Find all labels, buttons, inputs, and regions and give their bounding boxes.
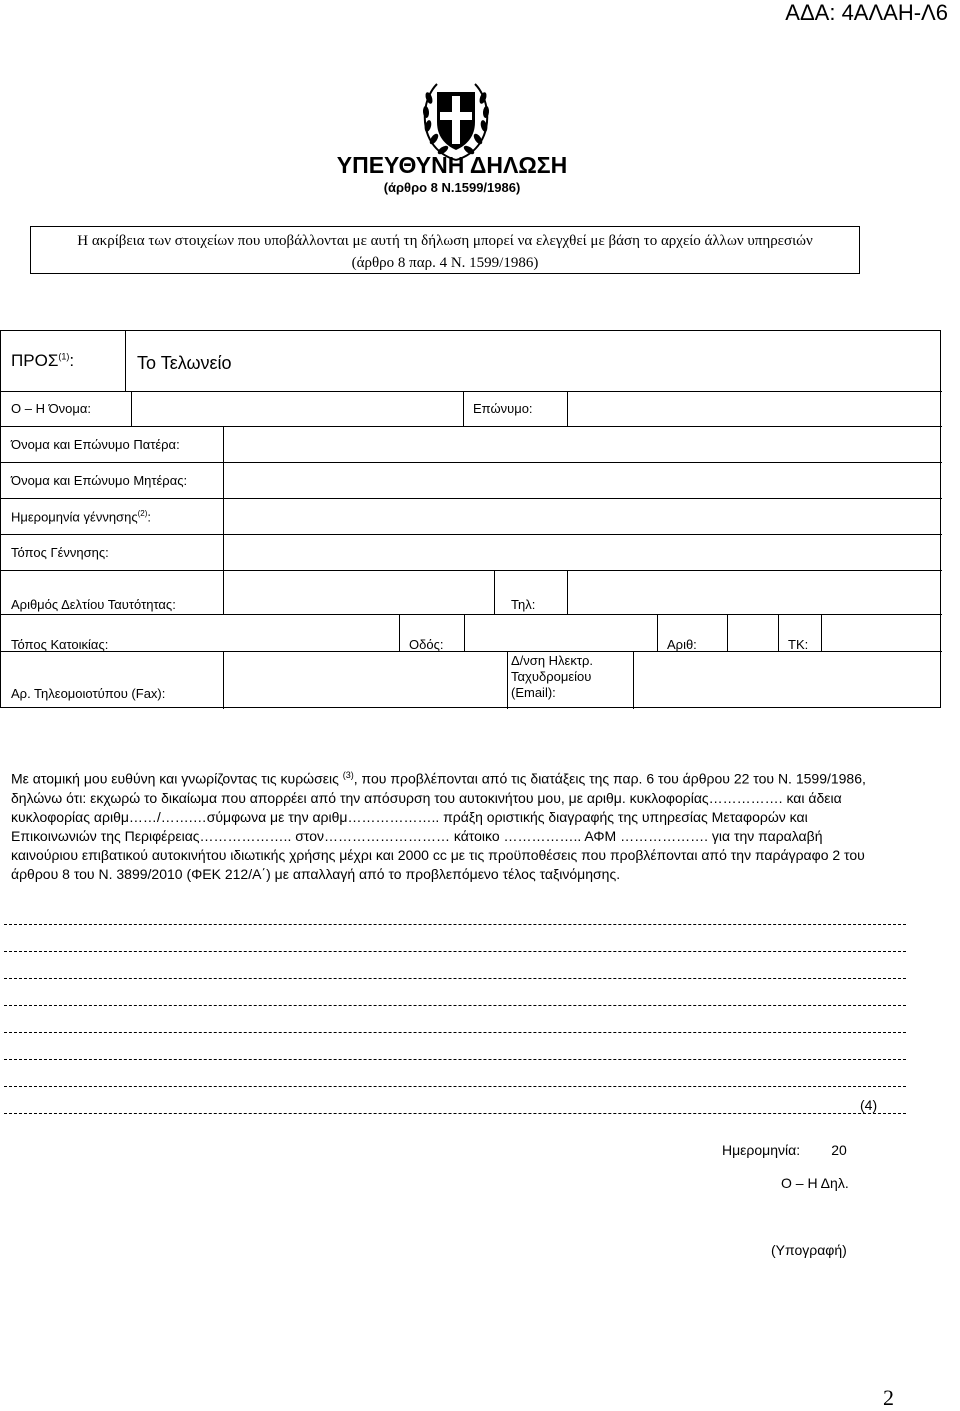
- pros-label: ΠΡΟΣ$^{(1)}$:: [11, 351, 75, 370]
- page-number: 2: [883, 1385, 894, 1410]
- residence-label: Τόπος Κατοικίας:: [11, 637, 109, 652]
- signature-label: (Υπογραφή): [771, 1242, 847, 1258]
- email-label: Δ/νση Ηλεκτρ. Ταχυδρομείου (Email):: [511, 653, 593, 700]
- postcode-label: ΤΚ:: [788, 637, 809, 652]
- name-label: Ο – Η Όνομα:: [11, 401, 91, 416]
- birthdate-label: Ημερομηνία γέννησης$^{(2)}$:: [11, 509, 151, 525]
- phone-label: Τηλ:: [511, 597, 536, 612]
- fax-label: Αρ. Τηλεομοιοτύπου (Fax):: [11, 686, 166, 701]
- birthplace-label: Τόπος Γέννησης:: [11, 545, 109, 560]
- notice-line-2: (άρθρο 8 παρ. 4 Ν. 1599/1986): [351, 255, 539, 271]
- notice-line-1: Η ακρίβεια των στοιχείων που υποβάλλονται με αυτή τη δήλωση μπορεί να ελεγχθεί με βάση το αρχείο άλλων υπηρεσιών: [77, 233, 813, 249]
- id-card-label: Αριθμός Δελτίου Ταυτότητας:: [11, 597, 176, 612]
- declarant-label: Ο – Η Δηλ.: [781, 1175, 849, 1191]
- notice-box: [30, 226, 860, 274]
- signature-date: Ημερομηνία: 20: [722, 1142, 847, 1158]
- ada-code: ΑΔΑ: 4ΑΛΑΗ-Λ6: [785, 0, 948, 25]
- document-title: ΥΠΕΥΘΥΝΗ ΔΗΛΩΣΗ: [336, 152, 568, 178]
- document-subtitle: (άρθρο 8 Ν.1599/1986): [383, 180, 521, 195]
- street-number-label: Αριθ:: [667, 637, 697, 652]
- street-label: Οδός:: [409, 637, 444, 652]
- pros-value: Το Τελωνείο: [137, 353, 232, 373]
- mother-name-label: Όνομα και Επώνυμο Μητέρας:: [11, 473, 188, 488]
- declarant-form: [0, 330, 941, 708]
- father-name-label: Όνομα και Επώνυμο Πατέρα:: [11, 437, 180, 452]
- footnote-marker: (4): [860, 1097, 878, 1113]
- declaration-text: Με ατομική μου ευθύνη και γνωρίζοντας τις κυρώσεις $^{(3)}$, που προβλέπονται από τις διατάξεις της παρ. 6 του άρθρου 22 του Ν. 1599/1986, δηλώνω ότι: εκχωρώ το δικαίωμα που απορρέει από την απόσυρση του αυτοκινήτου μου, με αριθμ. κυκλοφορίας……………. και άδεια κυκλοφορίας αριθμ……/…….…σύμφωνα με την αριθμ……………….. πράξη οριστικής διαγραφής της υπηρεσίας Μεταφορών και Επικοινωνιών της Περιφέρειας……………….. στον……………………… κάτοικο …………….. ΑΦΜ ………………. για την παραλαβή καινούριου επιβατικού αυτοκινήτου ιδιωτικής χρήσης μέχρι και 2000 cc με τις προϋποθέσεις που προβλέπονται από την παράγραφο 2 του άρθρου 8 του Ν. 3899/2010 (ΦΕΚ 212/Α΄) με απαλλαγή από το προβλεπόμενο τέλος ταξινόμησης.: [11, 770, 866, 882]
- surname-label: Επώνυμο:: [473, 401, 533, 416]
